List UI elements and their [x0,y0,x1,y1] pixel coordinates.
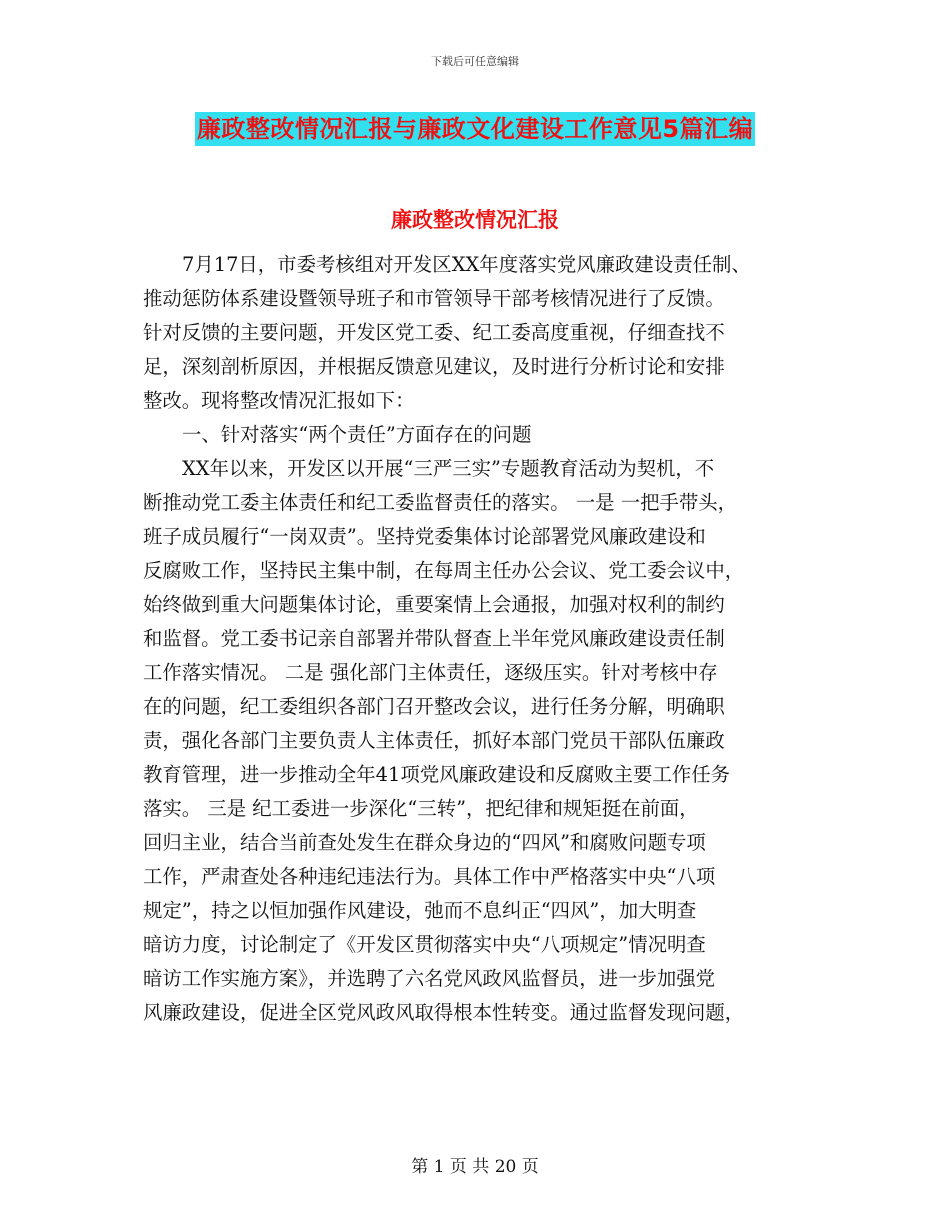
body-line: 风廉政建设，促进全区党风政风取得根本性转变。通过监督发现问题， [143,1001,745,1024]
body-line: 回归主业，结合当前查处发生在群众身边的“四风”和腐败问题专项 [143,831,706,854]
body-line: 在的问题，纪工委组织各部门召开整改会议，进行任务分解，明确职 [143,695,725,718]
section-title: 廉政整改情况汇报 [391,208,559,232]
body-line: 工作落实情况。 二是 强化部门主体责任，逐级压实。针对考核中存 [143,661,718,684]
body-line: 工作，严肃查处各种违纪违法行为。具体工作中严格落实中央“八项 [143,865,716,888]
header-note: 下载后可任意编辑 [431,55,519,68]
body-line: 责，强化各部门主要负责人主体责任，抓好本部门党员干部队伍廉政 [143,729,725,752]
subheading-line: 一、针对落实“两个责任”方面存在的问题 [182,423,532,446]
body-line: 规定”，持之以恒加强作风建设，弛而不息纠正“四风”，加大明查 [143,899,697,922]
body-line: 教育管理，进一步推动全年41项党风廉政建设和反腐败主要工作任务 [143,763,731,786]
body-line: 整改。现将整改情况汇报如下： [143,389,415,412]
body-line: 7月17日，市委考核组对开发区XX年度落实党风廉政建设责任制、 [182,253,751,276]
body-line: 断推动党工委主体责任和纪工委监督责任的落实。 一是 一把手带头， [143,491,738,514]
document-title: 廉政整改情况汇报与廉政文化建设工作意见5篇汇编 [195,112,755,146]
body-text [143,248,808,1030]
body-line: 反腐败工作，坚持民主集中制，在每周主任办公会议、党工委会议中， [143,559,745,582]
body-line: XX年以来，开发区以开展“三严三实”专题教育活动为契机，不 [182,457,715,480]
body-line: 足，深刻剖析原因，并根据反馈意见建议，及时进行分析讨论和安排 [143,355,725,378]
page-footer: 第 1 页 共 20 页 [411,1157,539,1177]
body-line: 落实。 三是 纪工委进一步深化“三转”，把纪律和规矩挺在前面， [143,797,699,820]
body-line: 班子成员履行“一岗双责”。坚持党委集体讨论部署党风廉政建设和 [143,525,706,548]
document-title-wrap [0,112,950,146]
body-line: 暗访工作实施方案》，并选聘了六名党风政风监督员，进一步加强党 [143,967,716,990]
body-line: 暗访力度，讨论制定了《开发区贯彻落实中央“八项规定”情况明查 [143,933,706,956]
body-line: 推动惩防体系建设暨领导班子和市管领导干部考核情况进行了反馈。 [143,287,725,310]
body-line: 始终做到重大问题集体讨论，重要案情上会通报，加强对权利的制约 [143,593,725,616]
body-line: 和监督。党工委书记亲自部署并带队督查上半年党风廉政建设责任制 [143,627,725,650]
body-line: 针对反馈的主要问题，开发区党工委、纪工委高度重视，仔细查找不 [143,321,725,344]
